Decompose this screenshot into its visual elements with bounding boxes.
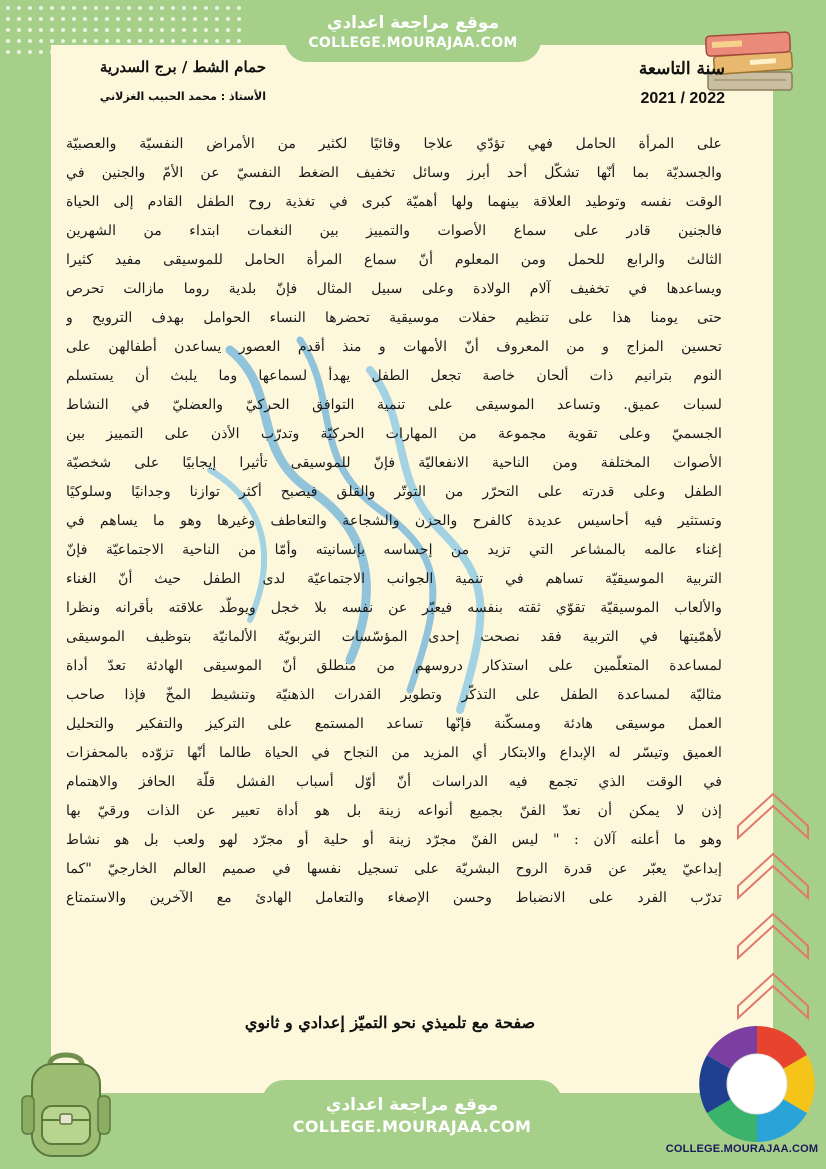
pattern-dot [72,39,76,43]
body-line: تدرّب الفرد على الانضباط وحسن الإصغاء والتعامل الهادئ مع الآخرين والاستمتاع [66,890,722,906]
pattern-dot [94,28,98,32]
pattern-dot [215,17,219,21]
pattern-dot [6,17,10,21]
pattern-dot [50,17,54,21]
body-line: لأهمّيتها في التربية فقد نصحت إحدى المؤسّسات التربويّة الألمانيّة بتوظيف الموسيقى [66,629,722,645]
body-line: وتستثير فيه أحاسيس عديدة كالفرح والحزن والشجاعة والتعاطف وغيرها وهو ما يساهم في [66,513,722,529]
body-line: ويساعدها في تخفيف آلام الولادة وعلى سبيل المثال فإنّ بلدية روما مازالت تحرص [66,281,722,297]
pattern-dot [138,6,142,10]
pattern-dot [39,6,43,10]
pattern-dot [204,28,208,32]
pattern-dot [83,17,87,21]
pattern-dot [215,6,219,10]
pattern-dot [193,6,197,10]
pattern-dot [193,28,197,32]
pattern-dot [215,28,219,32]
pattern-dot [28,39,32,43]
pattern-dot [182,6,186,10]
pattern-dot [61,39,65,43]
pattern-dot [50,6,54,10]
pattern-dot [138,39,142,43]
pattern-dot [83,39,87,43]
pattern-dot [171,28,175,32]
pattern-dot [39,50,43,54]
bottom-site-banner[interactable] [262,1080,562,1158]
teacher-name: الأستاذ : محمد الحبيب الغزلاني [99,90,266,103]
pattern-dot [226,39,230,43]
pattern-dot [160,28,164,32]
pattern-dot [105,28,109,32]
pattern-dot [83,6,87,10]
pattern-dot [226,17,230,21]
pattern-dot [116,17,120,21]
pattern-dot [138,17,142,21]
pattern-dot [160,17,164,21]
pattern-dot [39,28,43,32]
pattern-dot [193,17,197,21]
pattern-dot [237,17,241,21]
pattern-dot [237,6,241,10]
pattern-dot [171,39,175,43]
pattern-dot [28,50,32,54]
pattern-dot [182,17,186,21]
pattern-dot [149,17,153,21]
pattern-dot [182,28,186,32]
body-line: إذن لا يمكن أن نعدّ الفنّ بجميع أنواعه زينة بل هو أداة تعبير عن الذات ورقيّ بها [66,803,722,819]
pattern-dot [116,6,120,10]
pattern-dot [94,6,98,10]
pattern-dot [17,50,21,54]
pattern-dot [171,17,175,21]
header-school-block [66,54,266,110]
pattern-dot [39,17,43,21]
pattern-dot [160,6,164,10]
pattern-dot [138,28,142,32]
pattern-dot [105,39,109,43]
pattern-dot [50,28,54,32]
body-line: الثالث والرابع للحمل ومن المعلوم أنّ سماع المرأة الحامل للموسيقى مفيد كثيرا [66,252,722,268]
footer-tagline: صفحة مع تلميذي نحو التميّز إعدادي و ثانوي [244,1013,536,1032]
school-name: حمام الشط / برج السدرية [99,58,266,76]
pattern-dot [6,50,10,54]
pattern-dot [127,17,131,21]
pattern-dot [72,17,76,21]
pattern-dot [116,39,120,43]
pattern-dot [6,28,10,32]
pattern-dot [160,39,164,43]
pattern-dot [105,6,109,10]
body-line: والجسديّة بما أنّها تشكّل أحد أبرز وسائل تخفيف الضغط النفسيّ عن الأمّ والجنين في [66,165,722,181]
pattern-dot [17,6,21,10]
bottom-banner-url: COLLEGE.MOURAJAA.COM [292,1117,532,1136]
pattern-dot [61,28,65,32]
pattern-dot [182,39,186,43]
pattern-dot [17,17,21,21]
pattern-dot [237,28,241,32]
pattern-dot [127,39,131,43]
pattern-dot [226,6,230,10]
pattern-dot [83,28,87,32]
body-line: حتى يومنا هذا على تنظيم حفلات موسيقية تحضرها النساء الحوامل بهدف الترويح و [66,310,722,326]
top-site-banner[interactable] [285,6,541,62]
grade-level: سنة التاسعة [638,59,725,79]
body-line: الجسميّ وعلى تقوية مجموعة من المهارات الحركيّة وتدرّب الأذن على التمييز بين [66,426,722,442]
pattern-dot [127,6,131,10]
body-line: الوقت نفسه وتوطيد العلاقة بينهما ولها أهميّة كبرى في تغذية روح الطفل القادم إلى الحياة [66,194,722,210]
pattern-dot [39,39,43,43]
body-line: إغناء عالمه بالمشاعر التي تزيد من إحساسه بإنسانيته وأمّا من الناحية الاجتماعيّة فإنّ [66,542,722,558]
top-banner-arabic: موقع مراجعة اعدادي [326,13,500,33]
pattern-dot [72,6,76,10]
pattern-dot [6,6,10,10]
bottom-banner-arabic: موقع مراجعة اعدادي [325,1095,499,1115]
pattern-dot [204,39,208,43]
pattern-dot [149,6,153,10]
body-line: فالجنين قادر على سماع الأصوات والتمييز بين النغمات ابتداء من الشهرين [66,223,722,239]
pattern-dot [204,6,208,10]
body-line: إبداعيّ يعبّر عن قدرة الروح البشريّة على تسجيل نفسها في صميم العالم الخارجيّ "كما [66,861,722,877]
top-banner-url: COLLEGE.MOURAJAA.COM [308,35,518,51]
pattern-dot [149,28,153,32]
pattern-dot [237,39,241,43]
body-line: في الوقت الذي تجمع فيه الدراسات أنّ أوّل أسباب الفشل قلّة الحافز والاهتمام [66,774,722,790]
pattern-dot [226,28,230,32]
body-line: لمساعدة المتعلّمين على استذكار دروسهم من منطلق أنّ الموسيقى الهادئة تعدّ أداة [66,658,722,674]
pattern-dot [61,6,65,10]
article-body [66,130,722,913]
pattern-dot [116,28,120,32]
body-line: الطفل وعلى قدرته على التحرّر من التوتّر والقلق فيصبح أكثر توازنا وجدانيًا وسلوكيًا [66,484,722,500]
body-line: تحسين المزاج و من المعروف أنّ الأمهات و منذ أقدم العصور يساعدن أطفالهن على [66,339,722,355]
pattern-dot [215,39,219,43]
pattern-dot [94,39,98,43]
body-line: مثاليّة لمساعدة الطفل على التذكّر وتطوير القدرات الذهنيّة وتنشيط المخّ فإذا صاحب [66,687,722,703]
logo-caption: COLLEGE.MOURAJAA.COM [665,1143,819,1155]
body-line: العميق وتيسّر له الإبداع والابتكار أي المزيد من النجاح في الحياة طالما أنّها تزوّده بالمحفزات [66,745,722,761]
backpack-icon [20,1050,112,1162]
pattern-dot [193,39,197,43]
pattern-dot [149,39,153,43]
pattern-dot [127,28,131,32]
pattern-dot [105,17,109,21]
pattern-dot [61,17,65,21]
body-line: على المرأة الحامل فهي تؤدّي علاجا وقائيًا لكثير من الأمراض النفسيّة والعصبيّة [66,136,722,152]
body-line: العمل موسيقى هادئة ومسكّنة فإنّها تساعد المستمع على التركيز والتفكير والتحليل [66,716,722,732]
pattern-dot [6,39,10,43]
pattern-dot [28,17,32,21]
pattern-dot [171,6,175,10]
school-year: 2021 / 2022 [640,90,725,107]
body-line: والألعاب الموسيقيّة تقوّي ثقته بنفسه فيعبّر عن نفسه بلا خجل ويوطّد علاقته بأقرانه ونظرا [66,600,722,616]
body-line: لسبات عميق. وتساعد الموسيقى على تنمية التوافق الحركيّ والعضليّ في النشاط [66,397,722,413]
pattern-dot [72,28,76,32]
chevron-decoration-icon [728,786,818,1026]
pattern-dot [28,6,32,10]
header-level-block [600,56,725,112]
pattern-dot [50,39,54,43]
body-line: التربية الموسيقيّة تساهم في تنمية الجوانب الاجتماعيّة لدى الطفل حيث أنّ الغناء [66,571,722,587]
body-line: وهو ما أعلنه آلان : " ليس الفنّ مجرّد زينة أو حلية أو مجرّد لهو ولعب بل هو نشاط [66,832,722,848]
pattern-dot [28,28,32,32]
body-line: النوم بترانيم ذات ألحان خاصة تجعل الطفل يهدأ لسماعها وما يلبث أن يستسلم [66,368,722,384]
pattern-dot [204,17,208,21]
site-circle-logo[interactable] [695,1022,819,1146]
pattern-dot [17,28,21,32]
pattern-dot [17,39,21,43]
body-line: الأصوات المختلفة ومن الناحية الانفعاليّة فإنّ للموسيقى تأثيرا إيجابيًا على شخصيّة [66,455,722,471]
pattern-dot [94,17,98,21]
